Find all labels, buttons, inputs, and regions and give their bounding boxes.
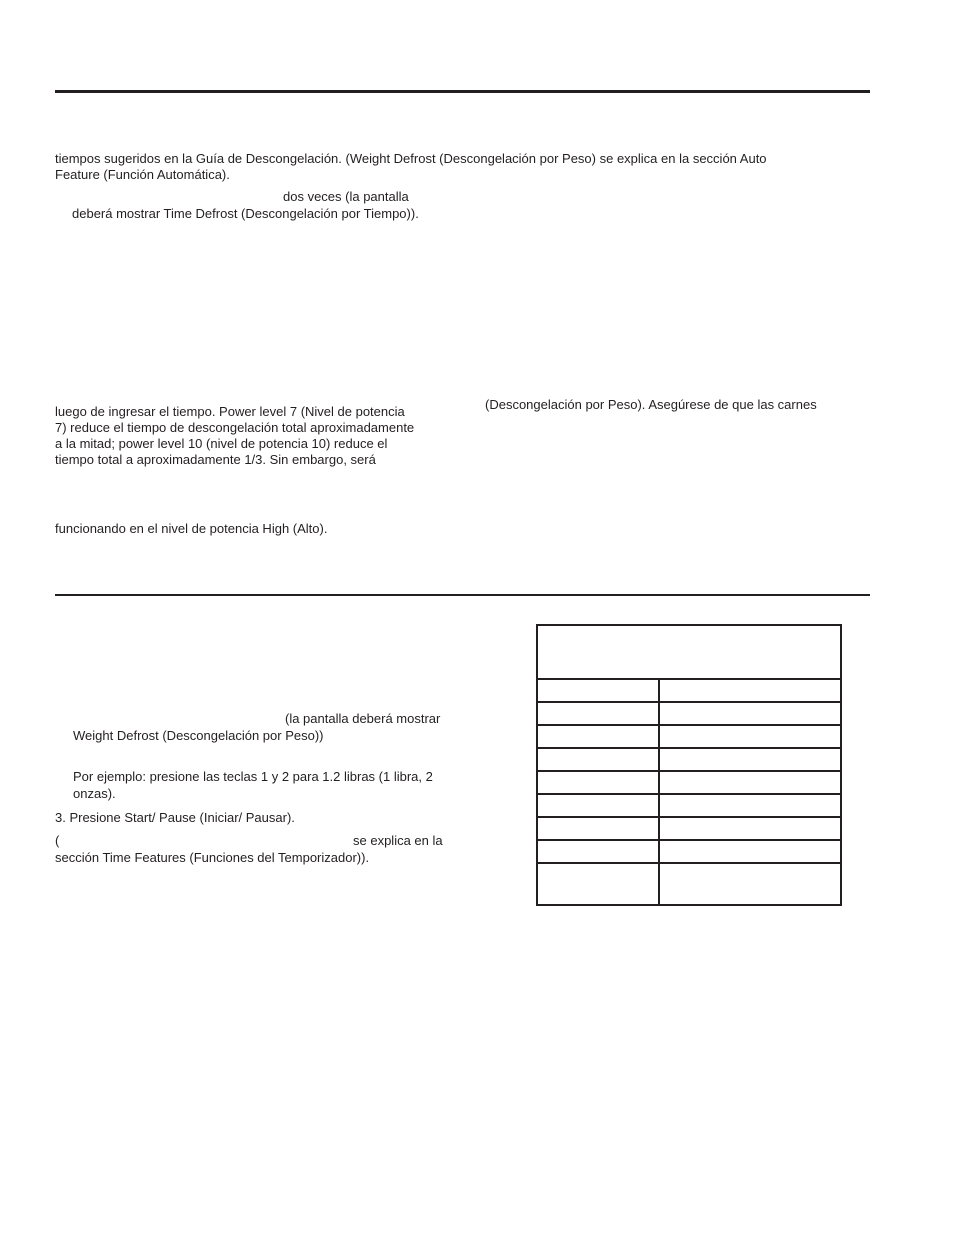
table-row-divider	[538, 862, 840, 864]
table-column-divider	[658, 680, 660, 904]
table-row-divider	[538, 724, 840, 726]
note-open-paren: (	[55, 833, 60, 848]
defrost-intro-line-2: Feature (Función Automática).	[55, 167, 230, 182]
note-line-1: se explica en la	[353, 833, 443, 848]
power-level-line: tiempo total a aproximadamente 1/3. Sin embargo, será	[55, 452, 376, 467]
defrost-guide-table	[536, 624, 842, 906]
time-defrost-step-line-1: dos veces (la pantalla	[283, 189, 409, 204]
weight-step-1-line-2: Weight Defrost (Descongelación por Peso))	[73, 728, 324, 743]
note-line-2: sección Time Features (Funciones del Temporizador)).	[55, 850, 370, 865]
time-defrost-step-line-2: deberá mostrar Time Defrost (Descongelación por Tiempo)).	[72, 206, 419, 221]
weight-defrost-note-line: (Descongelación por Peso). Asegúrese de que las carnes	[485, 397, 817, 412]
table-row-divider	[538, 839, 840, 841]
defrost-intro-line-1: tiempos sugeridos en la Guía de Descongelación. (Weight Defrost (Descongelación por Peso) se explica en la sección Auto	[55, 151, 767, 166]
power-level-line: 7) reduce el tiempo de descongelación total aproximadamente	[55, 420, 415, 435]
weight-step-3: 3. Presione Start/ Pause (Iniciar/ Pausar).	[55, 810, 295, 825]
top-divider	[55, 90, 870, 93]
power-level-line: luego de ingresar el tiempo. Power level 7 (Nivel de potencia	[55, 404, 405, 419]
table-row-divider	[538, 793, 840, 795]
table-row-divider	[538, 816, 840, 818]
section-divider	[55, 594, 870, 596]
table-row-divider	[538, 701, 840, 703]
weight-step-1-line-1: (la pantalla deberá mostrar	[285, 711, 441, 726]
power-level-line: a la mitad; power level 10 (nivel de potencia 10) reduce el	[55, 436, 388, 451]
power-high-line: funcionando en el nivel de potencia High (Alto).	[55, 521, 328, 536]
table-row-divider	[538, 747, 840, 749]
weight-example-line-2: onzas).	[73, 786, 116, 801]
weight-example-line-1: Por ejemplo: presione las teclas 1 y 2 para 1.2 libras (1 libra, 2	[73, 769, 433, 784]
table-row-divider	[538, 770, 840, 772]
table-header-cell	[538, 626, 840, 680]
power-level-paragraph	[55, 404, 414, 468]
